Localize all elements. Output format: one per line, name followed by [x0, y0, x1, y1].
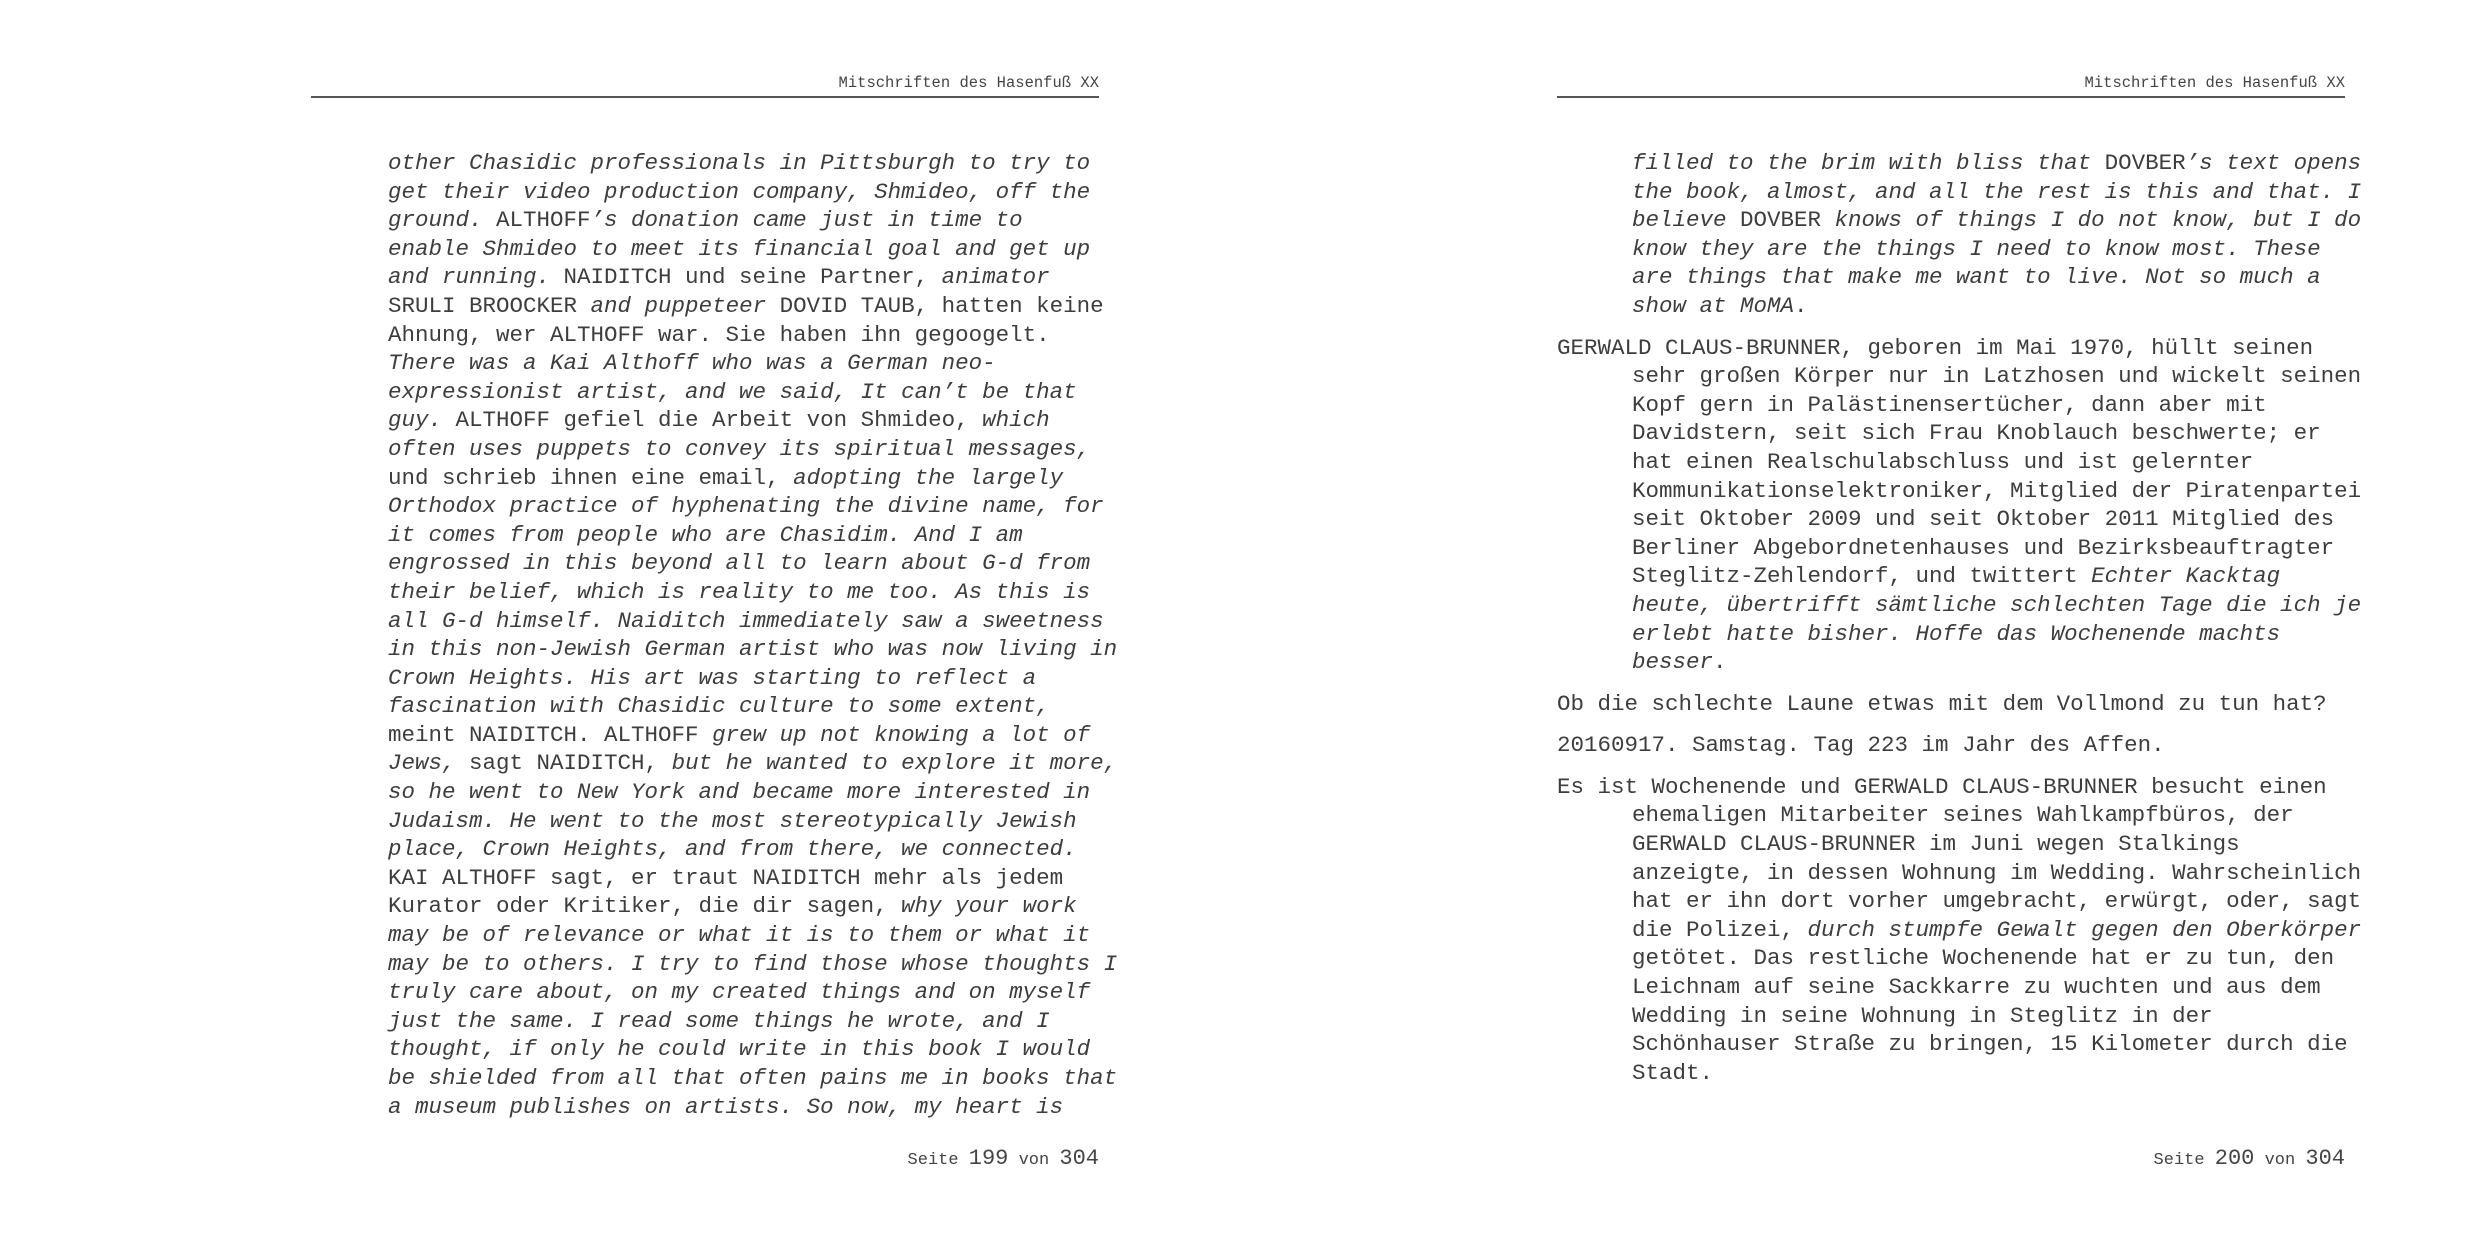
text-line — [388, 664, 1098, 693]
text-line — [1557, 731, 2347, 760]
italic-span: and running. — [388, 264, 564, 291]
text-line — [388, 349, 1098, 378]
italic-span: be shielded from all that often pains me in books that — [388, 1065, 1118, 1091]
text-line — [388, 807, 1098, 836]
italic-span: which — [982, 407, 1050, 434]
italic-span: adopting the largely — [793, 464, 1064, 491]
text-line — [1557, 591, 2362, 620]
page-number — [1557, 1146, 2345, 1174]
body-text — [1557, 149, 2362, 1087]
text-line — [1557, 178, 2362, 207]
italic-span: but he wanted to explore it more, — [671, 750, 1118, 777]
text-line — [1557, 149, 2362, 178]
text-span: getötet. Das restliche Wochenende hat er zu tun, den — [1632, 945, 2335, 972]
text-line — [1557, 391, 2347, 420]
text-span: DOVBER — [2104, 150, 2186, 176]
text-line — [388, 178, 1098, 207]
text-span: SRULI BROOCKER — [388, 292, 591, 319]
page-number-of: von — [1018, 1151, 1050, 1170]
text-line — [1557, 887, 2362, 916]
text-line — [388, 321, 1098, 350]
text-span: Steglitz-Zehlendorf, und twittert — [1632, 563, 2092, 590]
page-number-prefix: Seite — [2153, 1151, 2205, 1170]
text-line — [1557, 448, 2347, 477]
italic-span: Jews, — [388, 750, 470, 777]
text-span: . — [1713, 649, 1727, 676]
text-span: Davidstern, seit sich Frau Knoblauch beschwerte; er — [1632, 420, 2321, 447]
text-span: ALTHOFF — [496, 207, 591, 234]
text-line — [1557, 859, 2362, 888]
text-line — [1557, 620, 2347, 649]
italic-span: show at MoMA — [1632, 292, 1795, 319]
italic-span: besser — [1632, 649, 1714, 676]
text-span: Kurator oder Kritiker, die dir sagen, — [388, 893, 902, 920]
text-line — [1557, 206, 2362, 235]
page-number-of: von — [2264, 1151, 2296, 1170]
text-line — [388, 721, 1098, 750]
text-line — [1557, 534, 2347, 563]
text-span: Kopf gern in Palästinensertücher, dann aber mit — [1632, 391, 2267, 418]
text-line — [388, 864, 1098, 893]
italic-span: just the same. I read some things he wrote, and I — [388, 1007, 1050, 1034]
italic-span: guy. — [388, 407, 456, 434]
text-line — [388, 549, 1098, 578]
text-line — [1557, 477, 2362, 506]
text-line — [388, 1064, 1118, 1093]
text-line — [388, 464, 1098, 493]
italic-span: know they are the things I need to know most. These — [1632, 235, 2321, 262]
italic-span: ’s donation came just in time to — [590, 207, 1023, 234]
italic-span: knows of things I do not know, but I do — [1834, 207, 2362, 234]
text-span: hat einen Realschulabschluss und ist gelernter — [1632, 448, 2254, 475]
text-span: ehemaligen Mitarbeiter seines Wahlkampfbüros, der — [1632, 802, 2294, 829]
text-line — [388, 921, 1098, 950]
italic-span: Orthodox practice of hyphenating the divine name, for — [388, 493, 1104, 520]
italic-span: ground. — [388, 207, 497, 234]
text-line — [388, 1007, 1098, 1036]
text-line — [388, 892, 1098, 921]
text-line — [1557, 944, 2347, 973]
text-line — [1557, 1030, 2347, 1059]
text-line — [1557, 648, 2347, 677]
page-number — [311, 1146, 1099, 1174]
page-number-total: 304 — [2305, 1146, 2345, 1171]
paragraph-gap — [1557, 321, 2347, 334]
text-span: sagt NAIDITCH, — [469, 750, 672, 777]
italic-span: Echter Kacktag — [2091, 563, 2281, 590]
text-span: seit Oktober 2009 und seit Oktober 2011 Mitglied des — [1632, 506, 2335, 533]
italic-span: fascination with Chasidic culture to some extent, — [388, 693, 1050, 720]
italic-span: grew up not knowing a lot of — [712, 721, 1091, 748]
text-span: Berliner Abgebordnetenhauses und Bezirksbeauftragter — [1632, 534, 2335, 561]
italic-span: engrossed in this beyond all to learn about G-d from — [388, 550, 1091, 577]
italic-span: it comes from people who are Chasidim. And I am — [388, 521, 1023, 548]
text-line — [1557, 419, 2347, 448]
italic-span: ’s text opens — [2185, 150, 2362, 176]
body-text — [388, 149, 1118, 1121]
text-span: . — [1794, 292, 1808, 319]
italic-span: erlebt hatte bisher. Hoffe das Wochenende machts — [1632, 620, 2281, 647]
text-line — [1557, 690, 2347, 719]
text-line — [1557, 334, 2347, 363]
italic-span: the book, almost, and all the rest is this and that. I — [1632, 178, 2362, 205]
text-line — [388, 692, 1098, 721]
italic-span: heute, übertrifft sämtliche schlechten Tage die ich je — [1632, 591, 2362, 618]
running-header: Mitschriften des Hasenfuß XX — [311, 74, 1099, 98]
running-header: Mitschriften des Hasenfuß XX — [1557, 74, 2345, 98]
italic-span: Crown Heights. His art was starting to reflect a — [388, 664, 1037, 691]
text-line — [1557, 773, 2347, 802]
text-line — [388, 778, 1098, 807]
text-line — [388, 492, 1104, 521]
italic-span: often uses puppets to convey its spiritual messages, — [388, 435, 1091, 462]
text-line — [1557, 830, 2347, 859]
text-line — [388, 607, 1104, 636]
paragraph-gap — [1557, 718, 2347, 731]
text-line — [388, 521, 1098, 550]
italic-span: are things that make me want to live. Not so much a — [1632, 264, 2321, 291]
page-number-current: 200 — [2214, 1146, 2255, 1171]
text-span: hat er ihn dort vorher umgebracht, erwürgt, oder, sagt — [1632, 888, 2362, 915]
text-span: NAIDITCH und seine Partner, — [563, 264, 942, 291]
italic-span: a museum publishes on artists. So now, my heart is — [388, 1093, 1064, 1120]
italic-span: expressionist artist, and we said, It can’t be that — [388, 378, 1077, 405]
text-span: 20160917. Samstag. Tag 223 im Jahr des Affen. — [1557, 732, 2165, 759]
text-line — [388, 206, 1098, 235]
text-span: DOVBER — [1740, 207, 1835, 234]
italic-span: get their video production company, Shmideo, off the — [388, 178, 1091, 205]
text-line — [1557, 562, 2347, 591]
text-span: Wedding in seine Wohnung in Steglitz in der — [1632, 1002, 2213, 1029]
text-span: Ob die schlechte Laune etwas mit dem Vollmond zu tun hat? — [1557, 690, 2327, 717]
text-span: Es ist Wochenende und GERWALD CLAUS-BRUNNER besucht einen — [1557, 773, 2327, 800]
text-line — [388, 263, 1098, 292]
text-line — [388, 749, 1118, 778]
page-number-current: 199 — [968, 1146, 1009, 1171]
text-line — [388, 578, 1098, 607]
text-line — [1557, 973, 2347, 1002]
left-page — [311, 0, 1118, 1240]
italic-span: may be of relevance or what it is to them or what it — [388, 922, 1091, 949]
text-line — [388, 1035, 1098, 1064]
italic-span: filled to the brim with bliss that — [1632, 150, 2105, 176]
italic-span: There was a Kai Althoff who was a German neo- — [388, 350, 996, 377]
text-line — [1557, 292, 2347, 321]
italic-span: place, Crown Heights, and from there, we connected. — [388, 836, 1077, 863]
text-span: meint NAIDITCH. ALTHOFF — [388, 721, 713, 748]
text-line — [388, 835, 1098, 864]
text-span: Schönhauser Straße zu bringen, 15 Kilometer durch die — [1632, 1031, 2348, 1058]
text-line — [1557, 916, 2362, 945]
italic-span: and puppeteer — [590, 292, 780, 319]
text-span: sehr großen Körper nur in Latzhosen und wickelt seinen — [1632, 363, 2362, 390]
italic-span: enable Shmideo to meet its financial goal and get up — [388, 235, 1091, 262]
text-span: Stadt. — [1632, 1059, 1714, 1086]
italic-span: truly care about, on my created things and on myself — [388, 979, 1091, 1006]
paragraph-gap — [1557, 760, 2347, 773]
text-span: Kommunikationselektroniker, Mitglied der Piratenpartei — [1632, 477, 2362, 504]
italic-span: believe — [1632, 207, 1741, 234]
italic-span: other Chasidic professionals in Pittsburgh to try to — [388, 150, 1091, 176]
italic-span: Judaism. He went to the most stereotypically Jewish — [388, 807, 1077, 834]
text-line — [388, 1093, 1098, 1122]
right-page — [1557, 0, 2362, 1240]
text-line — [1557, 1059, 2347, 1088]
text-line — [388, 149, 1098, 178]
text-line — [388, 435, 1098, 464]
text-span: und schrieb ihnen eine email, — [388, 464, 794, 491]
text-line — [1557, 263, 2347, 292]
text-line — [388, 378, 1098, 407]
italic-span: thought, if only he could write in this book I would — [388, 1036, 1091, 1063]
italic-span: durch stumpfe Gewalt gegen den Oberkörper — [1807, 916, 2362, 943]
text-line — [1557, 801, 2347, 830]
text-line — [1557, 1002, 2347, 1031]
italic-span: in this non-Jewish German artist who was now living in — [388, 636, 1118, 663]
text-span: DOVID TAUB, hatten keine — [779, 292, 1104, 319]
text-line — [388, 406, 1098, 435]
text-span: Ahnung, wer ALTHOFF war. Sie haben ihn gegoogelt. — [388, 321, 1050, 348]
paragraph-gap — [1557, 677, 2347, 690]
text-span: GERWALD CLAUS-BRUNNER im Juni wegen Stalkings — [1632, 831, 2240, 858]
text-line — [1557, 235, 2347, 264]
text-line — [388, 978, 1098, 1007]
text-span: Leichnam auf seine Sackkarre zu wuchten und aus dem — [1632, 974, 2321, 1001]
italic-span: so he went to New York and became more interested in — [388, 779, 1091, 806]
text-line — [388, 635, 1118, 664]
page-number-prefix: Seite — [907, 1151, 959, 1170]
text-line — [1557, 505, 2347, 534]
text-span: anzeigte, in dessen Wohnung im Wedding. Wahrscheinlich — [1632, 859, 2362, 886]
italic-span: animator — [941, 264, 1050, 291]
text-line — [388, 292, 1104, 321]
italic-span: why your work — [901, 893, 1077, 920]
text-span: ALTHOFF gefiel die Arbeit von Shmideo, — [455, 407, 983, 434]
text-line — [1557, 362, 2362, 391]
italic-span: their belief, which is reality to me too. As this is — [388, 578, 1091, 605]
text-span: GERWALD CLAUS-BRUNNER, geboren im Mai 1970, hüllt seinen — [1557, 334, 2314, 361]
text-span: die Polizei, — [1632, 916, 1808, 943]
text-line — [388, 235, 1098, 264]
text-span: KAI ALTHOFF sagt, er traut NAIDITCH mehr als jedem — [388, 864, 1064, 891]
italic-span: all G-d himself. Naiditch immediately saw a sweetness — [388, 607, 1104, 634]
text-line — [388, 950, 1118, 979]
italic-span: may be to others. I try to find those whose thoughts I — [388, 950, 1118, 977]
page-number-total: 304 — [1059, 1146, 1099, 1171]
